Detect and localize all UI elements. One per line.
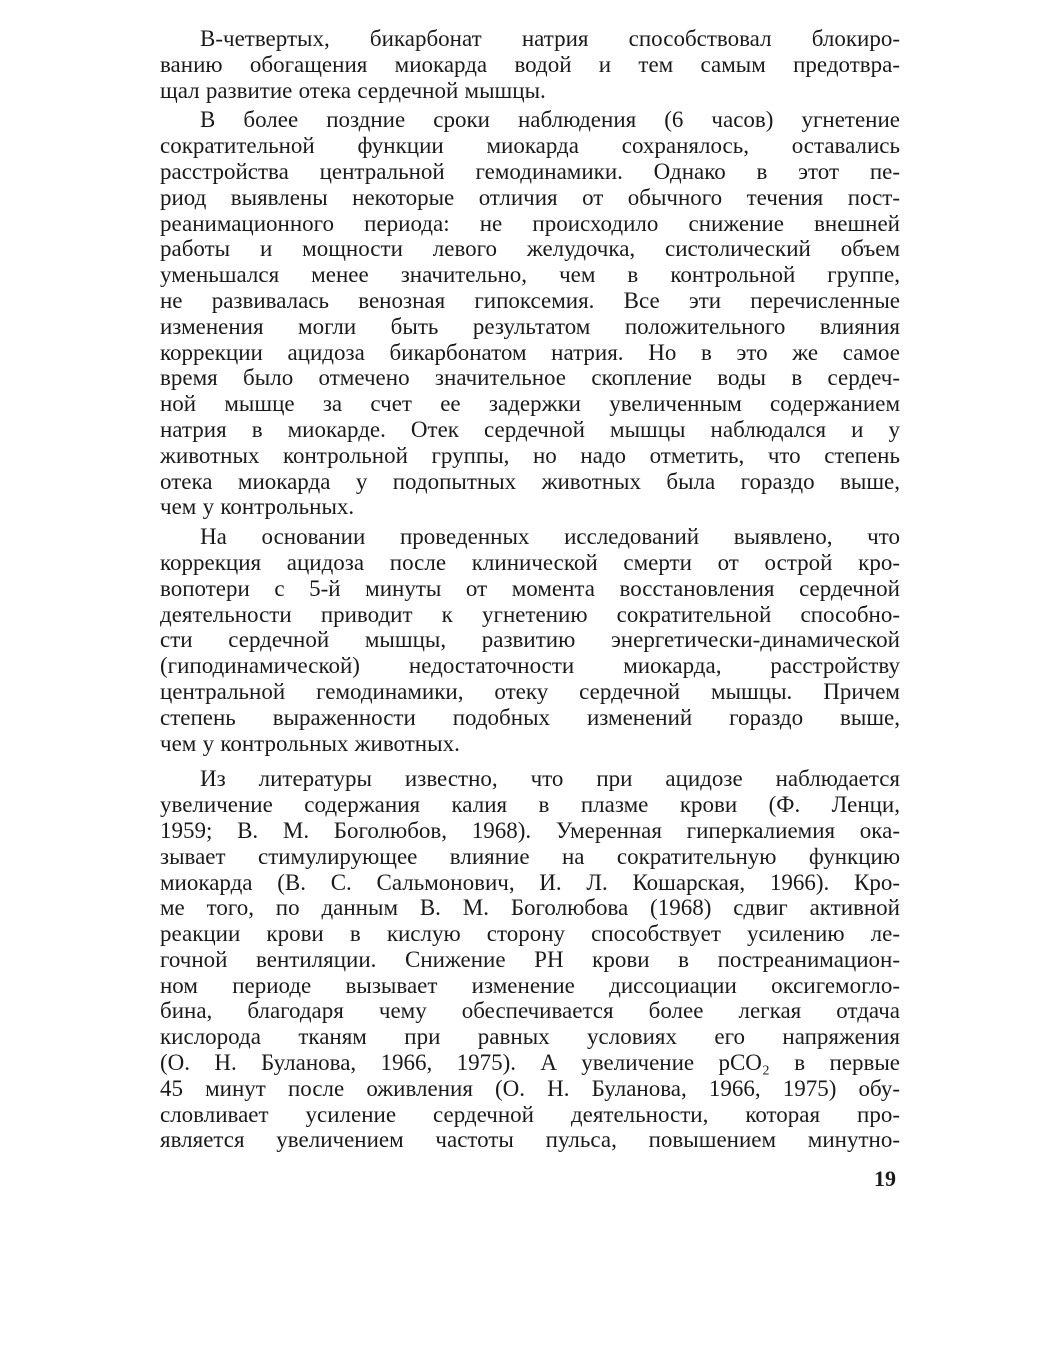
page-number: 19 — [874, 1166, 896, 1191]
text-line: уменьшался менее значительно, чем в контрольной группе, — [160, 262, 900, 288]
text-line: ной мышце за счет ее задержки увеличенным содержанием — [160, 391, 900, 417]
text-line: коррекции ацидоза бикарбонатом натрия. Но в это же самое — [160, 339, 900, 365]
text-line: (гиподинамической) недостаточности миокарда, расстройству — [160, 653, 900, 679]
text-line: чем у контрольных. — [160, 494, 355, 520]
page-body — [160, 26, 900, 1157]
text-line: реакции крови в кислую сторону способствует усилению ле- — [160, 921, 900, 947]
text-line: является увеличением частоты пульса, повышением минутно- — [160, 1127, 900, 1153]
text-line: животных контрольной группы, но надо отметить, что степень — [160, 442, 900, 468]
text-line: В-четвертых, бикарбонат натрия способствовал блокиро- — [200, 26, 900, 51]
text-line: словливает усиление сердечной деятельности, которая про- — [160, 1101, 900, 1127]
paragraph-4 — [160, 766, 900, 1153]
text-line: кислорода тканям при равных условиях его напряжения — [160, 1024, 900, 1050]
text-line: миокарда (В. С. Сальмонович, И. Л. Кошарская, 1966). Кро- — [160, 869, 900, 895]
text-line: коррекция ацидоза после клинической смерти от острой кро- — [160, 549, 900, 575]
text-line: щал развитие отека сердечной мышцы. — [160, 77, 546, 103]
text-line: натрия в миокарде. Отек сердечной мышцы наблюдался и у — [160, 416, 900, 442]
text-line: работы и мощности левого желудочка, систолический объем — [160, 236, 900, 262]
text-line: 1959; В. М. Боголюбов, 1968). Умеренная гиперкалиемия ока- — [160, 817, 900, 843]
text-line: (О. Н. Буланова, 1966, 1975). А увеличение pCO₂ в первые — [160, 1050, 900, 1076]
text-line: зывает стимулирующее влияние на сократительную функцию — [160, 843, 900, 869]
text-line: реанимационного периода: не происходило снижение внешней — [160, 210, 900, 236]
text-line: Из литературы известно, что при ацидозе наблюдается — [200, 766, 900, 792]
text-line: сти сердечной мышцы, развитию энергетически-динамической — [160, 627, 900, 653]
text-line: чем у контрольных животных. — [160, 730, 460, 756]
text-line: риод выявлены некоторые отличия от обычного течения пост- — [160, 184, 900, 210]
text-line: увеличение содержания калия в плазме крови (Ф. Ленци, — [160, 792, 900, 818]
text-line: 45 минут после оживления (О. Н. Буланова, 1966, 1975) обу- — [160, 1075, 900, 1101]
text-line: не развивалась венозная гипоксемия. Все эти перечисленные — [160, 287, 900, 313]
text-line: сократительной функции миокарда сохранялось, оставались — [160, 133, 900, 159]
text-line: расстройства центральной гемодинамики. Однако в этот пе- — [160, 158, 900, 184]
text-line: степень выраженности подобных изменений гораздо выше, — [160, 704, 900, 730]
text-line: отека миокарда у подопытных животных была гораздо выше, — [160, 468, 900, 494]
paragraph-2 — [160, 107, 900, 520]
text-line: время было отмечено значительное скопление воды в сердеч- — [160, 365, 900, 391]
text-line: деятельности приводит к угнетению сократительной способно- — [160, 601, 900, 627]
text-line: ме того, по данным В. М. Боголюбова (1968) сдвиг активной — [160, 895, 900, 921]
paragraph-3 — [160, 524, 900, 756]
text-line: бина, благодаря чему обеспечивается более легкая отдача — [160, 998, 900, 1024]
text-line: ном периоде вызывает изменение диссоциации оксигемогло- — [160, 972, 900, 998]
text-line: центральной гемодинамики, отеку сердечной мышцы. Причем — [160, 678, 900, 704]
text-line: гочной вентиляции. Снижение PH крови в постреанимацион- — [160, 946, 900, 972]
text-line: ванию обогащения миокарда водой и тем самым предотвра- — [160, 51, 900, 77]
text-line: вопотери с 5-й минуты от момента восстановления сердечной — [160, 575, 900, 601]
paragraph-1 — [160, 26, 900, 103]
text-line: изменения могли быть результатом положительного влияния — [160, 313, 900, 339]
text-line: На основании проведенных исследований выявлено, что — [200, 524, 900, 550]
text-line: В более поздние сроки наблюдения (6 часов) угнетение — [200, 107, 900, 133]
